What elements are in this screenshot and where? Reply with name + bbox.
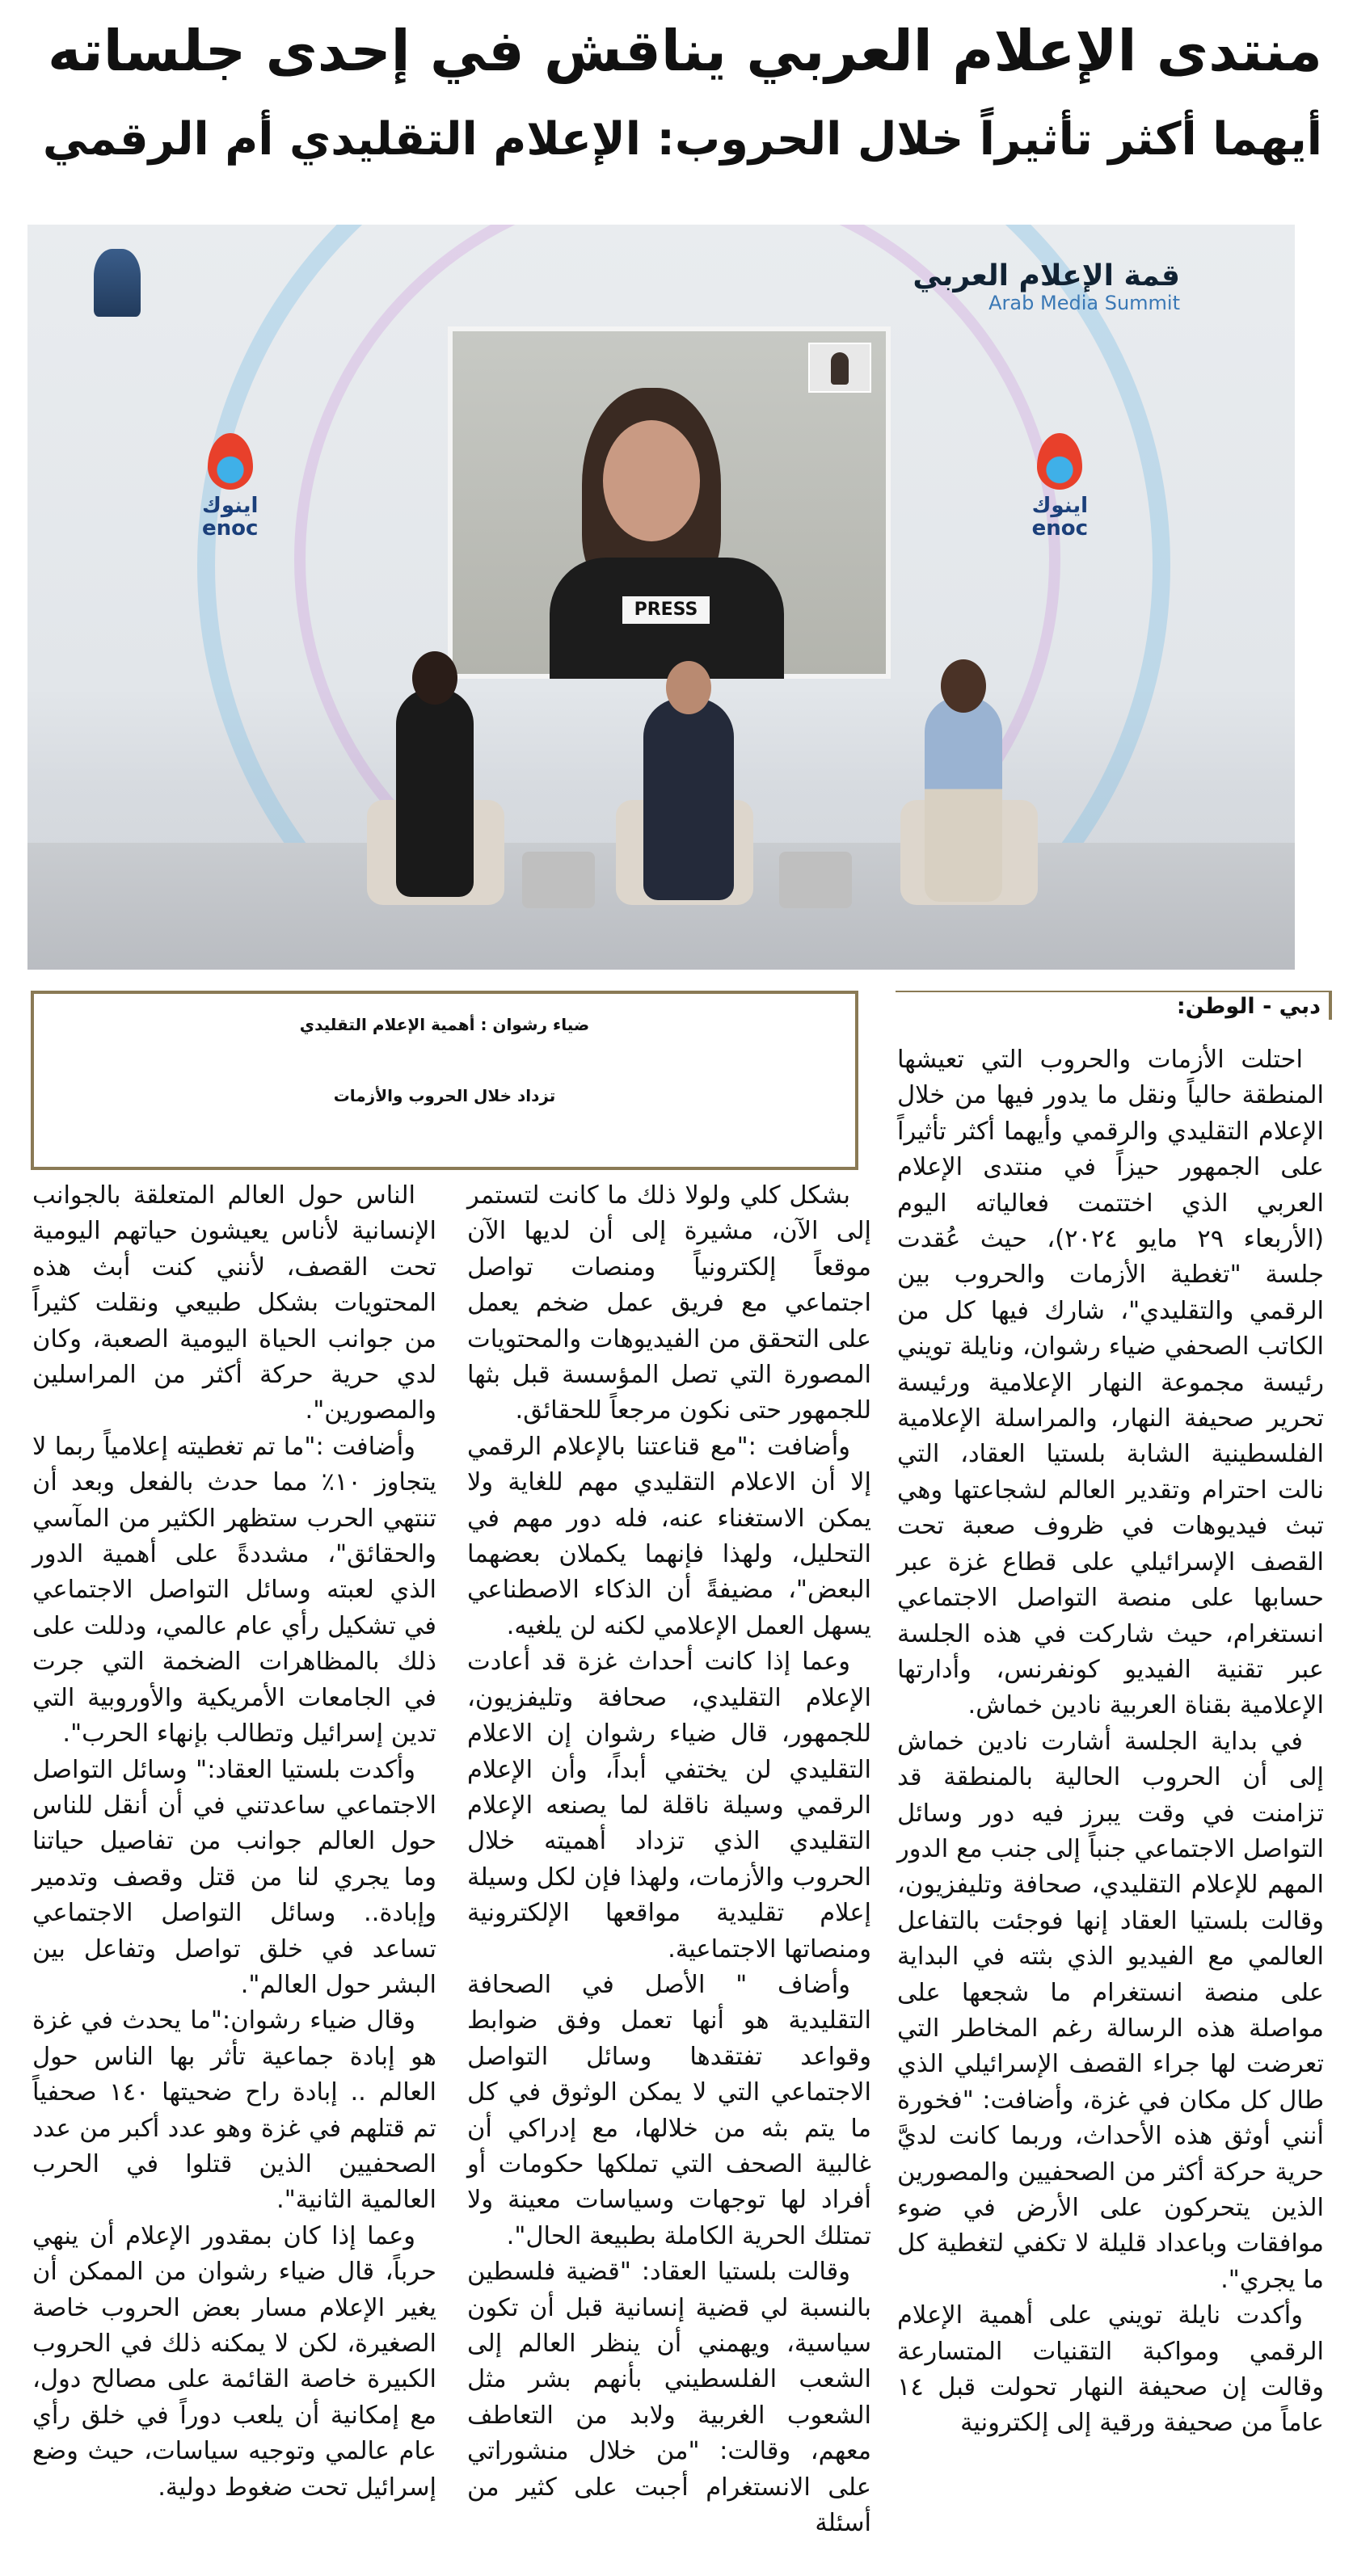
pip-person	[831, 352, 849, 385]
panelist-left	[396, 688, 474, 897]
flame-icon	[1037, 433, 1082, 490]
article-column-middle	[467, 1178, 871, 2561]
kicker-headline: منتدى الإعلام العربي يناقش في إحدى جلساته	[47, 18, 1322, 84]
dateline: دبي - الوطن:	[896, 991, 1332, 1020]
panelist-center	[643, 698, 734, 900]
side-table	[779, 852, 852, 908]
panelist-head	[941, 659, 986, 713]
sponsor-name-english: enoc	[1031, 516, 1088, 541]
paragraph: وأكدت بلستيا العقاد:" وسائل التواصل الاجتماعي ساعدتني في أن أنقل للناس حول العالم جوانب من تفاصيل حياتنا وما يجري لنا من قتل وقصف وتدمير وإبادة.. وسائل التواصل الاجتماعي تساعد في خلق تواصل وتفاعل بين البشر حول العالم".	[32, 1755, 436, 1999]
paragraph: بشكل كلي ولولا ذلك ما كانت لتستمر إلى الآن، مشيرة إلى أن لديها الآن موقعاً إلكترونياً ومنصات تواصل اجتماعي مع فريق عمل ضخم يعمل على التحقق من الفيديوهات والمحتويات المصورة التي تصل المؤسسة قبل بثها للجمهور حتى نكون مرجعاً للحقائق.	[467, 1181, 871, 1425]
pull-quote-line-1: ضياء رشوان : أهمية الإعلام التقليدي	[299, 1015, 590, 1034]
remote-speaker-face	[603, 420, 700, 541]
paragraph: في بداية الجلسة أشارت نادين خماش إلى أن الحروب الحالية بالمنطقة قد تزامنت في وقت يبرز فيه دور وسائل التواصل الاجتماعي جنباً إلى جنب مع الدور المهم للإعلام التقليدي، صحافة وتليفزيون، وقالت بلستيا العقاد إنها فوجئت بالتفاعل العالمي مع الفيديو الذي بثته في البداية على منصة انستغرام ما شجعها على مواصلة هذه الرسالة رغم المخاطر التي تعرضت لها جراء القصف الإسرائيلي الذي طال كل مكان في غزة، وأضافت: "فخورة أنني أوثق هذه الأحداث، وربما كانت لديَّ حرية حركة أكثر من الصحفيين والمصورين الذين يتحركون على الأرض في ضوء موافقات وباعداد قليلة لا تكفي لتغطية كل ما يجري".	[897, 1727, 1324, 2294]
sponsor-logo-right	[1032, 433, 1088, 540]
summit-logo	[913, 260, 1180, 314]
paragraph: وقالت بلستيا العقاد: "قضية فلسطين بالنسبة لي قضية إنسانية قبل أن تكون سياسية، ويهمني أن ينظر العالم إلى الشعب الفلسطيني بأنهم بشر مثل الشعوب الغربية ولابد من التعاطف معهم، وقالت: "من خلال منشوراتي على الانستغرام أجبت على كثير من أسئلة	[467, 2258, 871, 2538]
paragraph: وعما إذا كان بمقدور الإعلام أن ينهي حرباً، قال ضياء رشوان من الممكن أن يغير الإعلام مسار بعض الحروب خاصة الصغيرة، لكن لا يمكنه ذلك في الحروب الكبيرة خاصة القائمة على مصالح دول، مع إمكانية أن يلعب دوراً في خلق رأي عام عالمي وتوجيه سياسات، حيث وضع إسرائيل تحت ضغوط دولية.	[32, 2221, 436, 2502]
paragraph: احتلت الأزمات والحروب التي تعيشها المنطقة حالياً ونقل ما يدور فيها من خلال الإعلام التقليدي والرقمي وأيهما أكثر تأثيراً على الجمهور حيزاً في منتدى الإعلام العربي الذي اختتمت فعالياته اليوم (الأربعاء ٢٩ مايو ٢٠٢٤)، حيث عُقدت جلسة "تغطية الأزمات والحروب بين الرقمي والتقليدي"، شارك فيها كل من الكاتب الصحفي ضياء رشوان، ونايلة تويني رئيسة مجموعة النهار الإعلامية ورئيسة تحرير صحيفة النهار، والمراسلة الإعلامية الفلسطينية الشابة بلستيا العقاد، التي نالت احترام وتقدير العالم لشجاعتها وهي تبث فيديوهات في ظروف صعبة تحت القصف الإسرائيلي على قطاع غزة عبر حسابها على منصة التواصل الاجتماعي انستغرام، حيث شاركت في هذه الجلسة عبر تقنية الفيديو كونفرنس، وأدارتها الإعلامية بقناة العربية نادين خماش.	[897, 1046, 1324, 1720]
main-headline: أيهما أكثر تأثيراً خلال الحروب: الإعلام التقليدي أم الرقمي	[42, 113, 1322, 166]
side-table	[522, 852, 595, 908]
sponsor-name-english: enoc	[202, 516, 259, 541]
press-vest-label: PRESS	[622, 596, 710, 624]
paragraph: وأضاف " الأصل في الصحافة التقليدية هو أنها تعمل وفق ضوابط وقواعد تفتقدها وسائل التواصل الاجتماعي التي لا يمكن الوثوق في كل ما يتم بثه من خلالها، مع إدراكي أن غالبية الصحف التي تملكها حكومات أو أفراد لها توجهات وسياسات معينة ولا تمتلك الحرية الكاملة بطبيعة الحال".	[467, 1970, 871, 2250]
paragraph: وأضافت :"مع قناعتنا بالإعلام الرقمي إلا أن الاعلام التقليدي مهم للغاية ولا يمكن الاستغناء عنه، فله دور مهم في التحليل، ولهذا فإنهما يكملان بعضهما البعض"، مضيفةً أن الذكاء الاصطناعي يسهل العمل الإعلامي لكنه لن يلغيه.	[467, 1432, 871, 1640]
paragraph: الناس حول العالم المتعلقة بالجوانب الإنسانية لأناس يعيشون حياتهم اليومية تحت القصف، لأنني كنت أبث هذه المحتويات بشكل طبيعي ونقلت كثيراً من جوانب الحياة اليومية الصعبة، وكان لدي حرية حركة أكثر من المراسلين والمصورين".	[32, 1181, 436, 1425]
panelist-head	[412, 651, 457, 705]
paragraph: وأضافت :"ما تم تغطيته إعلامياً ربما لا يتجاوز ١٠٪ مما حدث بالفعل وبعد أن تنتهي الحرب ستظهر الكثير من المآسي والحقائق"، مشددةً على أهمية الدور الذي لعبته وسائل التواصل الاجتماعي في تشكيل رأي عام عالمي، ودللت على ذلك بالمظاهرات الضخمة التي جرت في الجامعات الأمريكية والأوروبية التي تدين إسرائيل وتطالب بإنهاء الحرب".	[32, 1432, 437, 1749]
paragraph: وعما إذا كانت أحداث غزة قد أعادت الإعلام التقليدي، صحافة وتليفزيون، للجمهور، قال ضياء رشوان إن الاعلام التقليدي لن يختفي أبداً، وأن الإعلام الرقمي وسيلة ناقلة لما يصنعه الإعلام التقليدي الذي تزداد أهميته خلال الحروب والأزمات، ولهذا فإن لكل وسيلة إعلام تقليدية مواقعها الإلكترونية ومنصاتها الاجتماعية.	[467, 1648, 871, 1964]
summit-logo-english: Arab Media Summit	[988, 292, 1180, 314]
summit-logo-arabic: قمة الإعلام العربي	[913, 259, 1180, 293]
article-column-right	[897, 1042, 1324, 2561]
article-photo	[27, 225, 1295, 970]
sponsor-logo-left	[202, 433, 258, 540]
paragraph: وقال ضياء رشوان:"ما يحدث في غزة هو إبادة جماعية تأثر بها الناس حول العالم .. إبادة راح ضحيتها ١٤٠ صحفياً تم قتلهم في غزة وهو عدد أكبر من عدد الصحفيين الذين قتلوا في الحرب العالمية الثانية".	[32, 2006, 436, 2215]
panelist-head	[666, 661, 711, 714]
pull-quote-box	[31, 991, 858, 1170]
pull-quote-line-2: تزداد خلال الحروب والأزمات	[333, 1086, 556, 1105]
panelist-right	[925, 697, 1002, 902]
paragraph: وأكدت نايلة تويني على أهمية الإعلام الرقمي ومواكبة التقنيات المتسارعة وقالت إن صحيفة النهار تحولت قبل ١٤ عاماً من صحيفة ورقية إلى إلكترونية	[897, 2301, 1324, 2438]
sponsor-name-arabic: اينوك	[202, 494, 259, 518]
picture-in-picture	[808, 343, 871, 393]
article-column-left	[32, 1178, 436, 2561]
flame-icon	[208, 433, 253, 490]
emblem-icon	[94, 249, 141, 317]
video-conference-screen	[448, 326, 891, 679]
sponsor-name-arabic: اينوك	[1031, 494, 1088, 518]
